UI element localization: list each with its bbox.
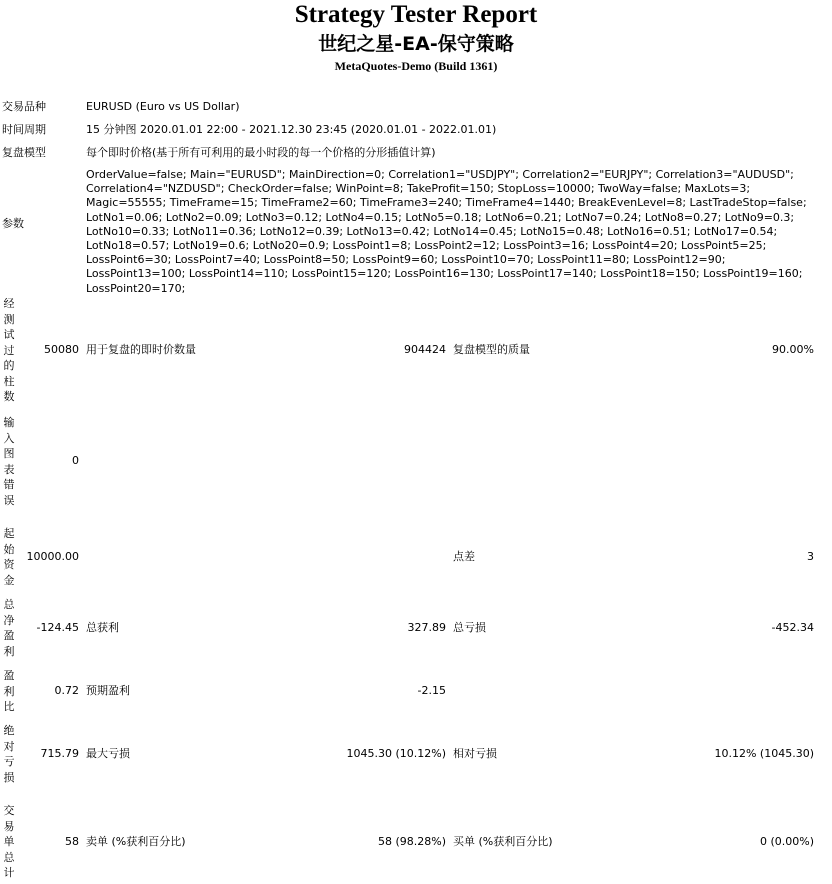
quality-label: 复盘模型的质量	[453, 343, 530, 356]
model-label: 复盘模型	[2, 146, 46, 159]
deposit-value: 10000.00	[26, 550, 79, 563]
errors-label: 输入图表错误	[3, 416, 15, 507]
max-drawdown-label: 最大亏损	[86, 747, 130, 760]
expected-payoff-label: 预期盈利	[86, 684, 130, 697]
ticks-value: 904424	[404, 343, 446, 356]
params-value: OrderValue=false; Main="EURUSD"; MainDirection=0; Correlation1="USDJPY"; Correlation2="EURJPY"; Correlation3="AUDUSD"; Correlation4="NZDUSD"; CheckOrder=false; WinPoint=8; TakeProfit=150; StopLoss=10000; TwoWay=false; MaxLots=3; Magic=55555; TimeFrame=15; TimeFrame2=60; TimeFrame3=240; TimeFrame4=1440; BreakEvenLevel=8; LastTradeStop=false; LotNo1=0.06; LotNo2=0.09; LotNo3=0.12; LotNo4=0.15; LotNo5=0.18; LotNo6=0.21; LotNo7=0.24; LotNo8=0.27; LotNo9=0.3; LotNo10=0.33; LotNo11=0.36; LotNo12=0.39; LotNo13=0.42; LotNo14=0.45; LotNo15=0.48; LotNo16=0.51; LotNo17=0.54; LotNo18=0.57; LotNo19=0.6; LotNo20=0.9; LossPoint1=8; LossPoint2=12; LossPoint3=16; LossPoint4=20; LossPoint5=25; LossPoint6=30; LossPoint7=40; LossPoint8=50; LossPoint9=60; LossPoint10=70; LossPoint11=80; LossPoint12=90; LossPoint13=100; LossPoint14=110; LossPoint15=120; LossPoint16=130; LossPoint17=140; LossPoint18=150; LossPoint19=160; LossPoint20=170;	[86, 168, 807, 295]
relative-drawdown-value: 10.12% (1045.30)	[714, 747, 814, 760]
net-profit-value: -124.45	[36, 621, 79, 634]
build-info: MetaQuotes-Demo (Build 1361)	[334, 59, 498, 73]
expected-payoff-value: -2.15	[417, 684, 446, 697]
total-trades-value: 58	[65, 835, 79, 848]
params-label: 参数	[2, 217, 24, 230]
errors-value: 0	[72, 454, 79, 467]
symbol-label: 交易品种	[2, 100, 46, 113]
relative-drawdown-label: 相对亏损	[453, 747, 497, 760]
bars-label: 经测试过的柱数	[3, 297, 15, 403]
report-title: Strategy Tester Report	[294, 1, 538, 28]
long-positions-label: 买单 (%获利百分比)	[453, 835, 553, 848]
bars-value: 50080	[44, 343, 79, 356]
gross-loss-value: -452.34	[771, 621, 814, 634]
period-value: 15 分钟图 2020.01.01 22:00 - 2021.12.30 23:45 (2020.01.01 - 2022.01.01)	[86, 123, 497, 136]
profit-factor-label: 盈利比	[3, 669, 15, 713]
quality-value: 90.00%	[772, 343, 814, 356]
ea-name: 世纪之星-EA-保守策略	[318, 33, 514, 55]
short-positions-label: 卖单 (%获利百分比)	[86, 835, 186, 848]
gross-profit-value: 327.89	[407, 621, 446, 634]
absolute-drawdown-value: 715.79	[40, 747, 79, 760]
period-label: 时间周期	[2, 123, 46, 136]
short-positions-value: 58 (98.28%)	[377, 835, 446, 848]
profit-factor-value: 0.72	[54, 684, 79, 697]
spread-label: 点差	[453, 550, 475, 563]
symbol-value: EURUSD (Euro vs US Dollar)	[86, 100, 240, 113]
absolute-drawdown-label: 绝对亏损	[3, 724, 15, 784]
ticks-label: 用于复盘的即时价数量	[86, 343, 196, 356]
net-profit-label: 总净盈利	[3, 598, 15, 658]
gross-loss-label: 总亏损	[453, 621, 486, 634]
total-trades-label: 交易单总计	[3, 804, 15, 879]
max-drawdown-value: 1045.30 (10.12%)	[346, 747, 446, 760]
model-value: 每个即时价格(基于所有可利用的最小时段的每一个价格的分形插值计算)	[86, 146, 436, 159]
spread-value: 3	[807, 550, 814, 563]
long-positions-value: 0 (0.00%)	[759, 835, 814, 848]
deposit-label: 起始资金	[3, 527, 15, 587]
gross-profit-label: 总获利	[86, 621, 119, 634]
